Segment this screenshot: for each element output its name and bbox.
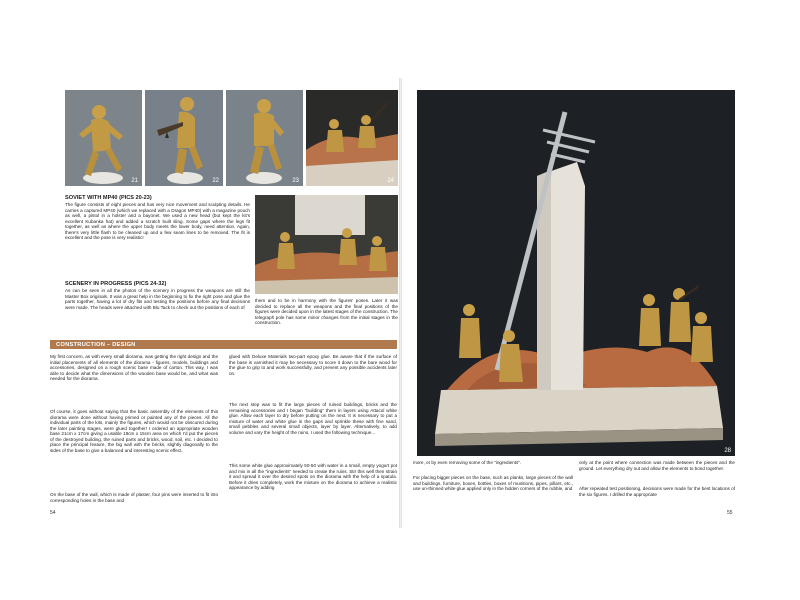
construction-col2-p3: This some white glue approximately 50-50 with water in a small, empty yogurt pot and mix in all the "ingredients" needed to create the ruins. Stir this well then strain it and spread it over the desired spots on the diorama with the help of a spatula. Before it dries completely, work the mixture on the diorama to achieve a realistic appearance by adding [229, 463, 397, 491]
construction-col1-p2: Of course, it goes without saying that the basic assembly of the elements of this diorama were done without having primed or painted any of the pieces. All the individual parts of the kits, mainly the figures, which would not be obscured during the later painting stages, were glued together! I ordered an appropriate wooden base 21cm x 17cm giving a usable 19cm x 15cm area on which I'd put the pieces of the destroyed building, the ruined parts and bricks, wood, soil, etc. I decided to place the principal feature, the big wall with the bricks, slightly diagonally to the sides of the base to give a balanced and interesting scenic effect. [50, 409, 218, 453]
soviet-figure-image [226, 90, 303, 186]
page-number-right: 55 [727, 510, 733, 516]
right-page [403, 78, 759, 528]
photo-number: 23 [292, 178, 299, 184]
right-col2-p2: After repeated test positioning, decisions were made for the best locations of the six figures. I drilled the appropriate [579, 486, 735, 497]
construction-col2-p2: The next step was to fit the large pieces of ruined buildings, bricks and the remaining accessories and I began "building" them in layers using Attacol white glue. Allow each layer to dry before putting on the next. It is necessary to put a mixture of water and white glue in the gaps and sprinkle these with fine sand, small pebbles and several small objects, layer by layer. Alternatively, to add volume and vary the height of the ruins, I used the following technique... [229, 402, 397, 435]
soviet-body: The figure consists of eight pieces and has very nice movement and sculpting details. He carries a captured MP40 (which we replaced with a Dragon MP40) with a magazine pouch as well, a pistol in a holster and a bayonet. We used a new head (but kept the kit's excellent Kubanka hat) and added a scratch built sling. Some gaps where the legs fit together, as well as where the upper body meets the lower body, need attention. Again, there's very little flash to be cleaned up and a few seam lines to be removed. The fit is excellent and the pose is very realistic! [65, 202, 250, 241]
scenery-image [306, 90, 398, 186]
right-col1-p1: more, or by even removing some of the "ingredients". [413, 460, 522, 465]
photo-finished-diorama [417, 90, 735, 456]
scenery-heading: SCENERY IN PROGRESS (PICS 24-32) [65, 281, 167, 287]
soviet-heading: SOVIET WITH MP40 (PICS 20-23) [65, 195, 152, 201]
photo-soviet-back [226, 90, 303, 186]
book-gutter [399, 78, 402, 528]
scenery-body: As can be seen in all the photos of the scenery in progress the weapons are still the Master Box originals. It was a great help in the beginning to fix the right pose and glue the parts together, having a lot of dry fits and testing the positions before any final decisions were made. The heads were attached with Blu Tack to check out the positions of each of [65, 288, 250, 310]
photo-soviet-side [145, 90, 223, 186]
right-col2-p1: only at the point where connection was made between the pieces and the ground. Let everything dry out and allow the elements to bond together. [579, 460, 735, 471]
photo-number: 24 [387, 178, 394, 184]
soviet-figure-image [65, 90, 142, 186]
photo-number: 21 [131, 178, 138, 184]
scenery-body-cont: them and to be in harmony with the figures' poses. Later it was decided to replace all the weapons and the final positions of the figures were decided upon in the latest stages of the construction. The telegraph pole has some minor changes from the initial stages in the construction. [255, 298, 398, 326]
photo-scenery-closeup [306, 90, 398, 186]
scenery-image [255, 195, 398, 294]
soviet-figure-image [145, 90, 223, 186]
diorama-image [417, 90, 735, 456]
construction-col1-p3: On the base of the wall, which is made of plaster, four pins were inserted to fit into corresponding holes in the base and [50, 492, 218, 503]
photo-number: 28 [724, 448, 731, 454]
right-col1-p2: For placing bigger pieces on the base, such as planks, large pieces of the wall and buildings, furniture, boxes, bottles, boxes of munitions, pipes, pillars, etc., use un-thinned white glue applied only in the hidden corners of the rubble, and [413, 475, 573, 492]
photo-number: 22 [212, 178, 219, 184]
section-bar [50, 340, 397, 349]
construction-col2-p1: glued with Deluxe Materials two-part epoxy glue. Be aware that if the surface of the base is varnished it may be necessary to score it down to the bare wood for the glue to grip to and work successfully, and prevent any possible accidents later on. [229, 354, 397, 376]
page-number-left: 54 [50, 510, 56, 516]
section-bar-title: CONSTRUCTION – DESIGN [56, 341, 136, 348]
photo-soviet-front [65, 90, 142, 186]
photo-scenery-progress [255, 195, 398, 294]
left-page [42, 78, 398, 528]
construction-col1-p1: My first concern, as with every small diorama, was getting the right design and the initial placements of all elements of the diorama - figures, models, buildings and accessories, designed on a rough scenic base made of carton. This way, I was able to decide what the dimensions of the wooden base would be, and what was needed for the diorama. [50, 354, 218, 382]
